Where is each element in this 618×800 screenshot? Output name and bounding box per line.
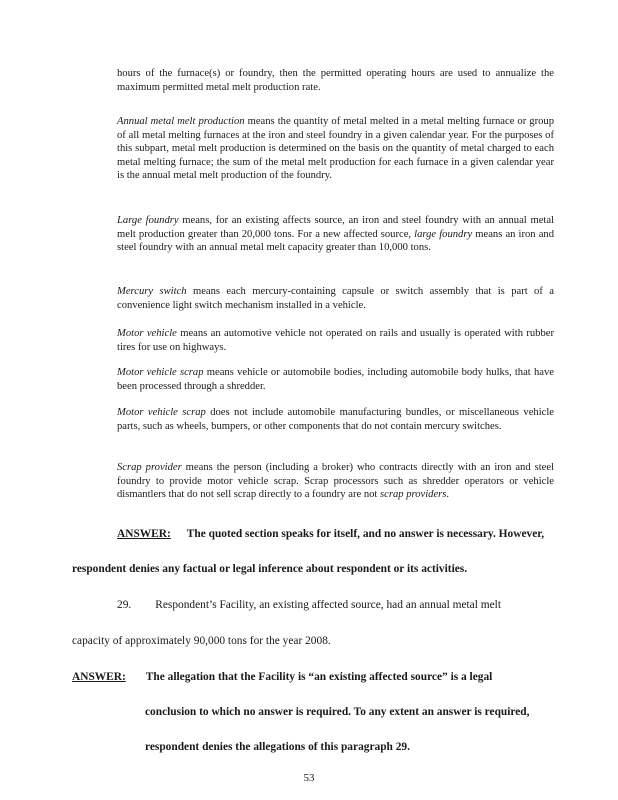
- page-number: 53: [303, 772, 315, 784]
- quoted-definition-continuation: hours of the furnace(s) or foundry, then the permitted operating hours are used to annualize the maximum permitted metal melt production rate.: [117, 68, 554, 93]
- quoted-definition-motor-vehicle-scrap-exclusion: Motor vehicle scrap does not include automobile manufacturing bundles, or miscellaneous vehicle parts, such as wheels, bumpers, or other components that do not contain mercury switches.: [117, 407, 554, 432]
- definition-term: Large foundry: [117, 215, 179, 226]
- definition-term: Motor vehicle scrap: [117, 367, 204, 378]
- answer-2-line-3: respondent denies the allegations of this paragraph 29.: [145, 741, 410, 753]
- definition-term: Annual metal melt production: [117, 116, 245, 127]
- definition-term: Motor vehicle scrap: [117, 407, 206, 418]
- answer-1-line-2: respondent denies any factual or legal inference about respondent or its activities.: [72, 563, 468, 575]
- answer-1-line-1: ANSWER: The quoted section speaks for itself, and no answer is necessary. However,: [117, 528, 545, 540]
- answer-2-line-1: ANSWER: The allegation that the Facility is “an existing affected source” is a legal: [72, 671, 493, 683]
- quoted-definition-motor-vehicle-scrap: Motor vehicle scrap means vehicle or automobile bodies, including automobile body hulks, that have been processed through a shredder.: [117, 367, 554, 392]
- quoted-definition-mercury-switch: Mercury switch means each mercury-containing capsule or switch assembly that is part of a convenience light switch mechanism installed in a vehicle.: [117, 286, 554, 311]
- quoted-definition-scrap-provider: Scrap provider means the person (including a broker) who contracts directly with an iron and steel foundry to provide motor vehicle scrap. Scrap processors such as shredder operators or vehicle dismantlers that do not sell scrap directly to a foundry are not scrap providers.: [117, 462, 554, 501]
- quoted-definition-large-foundry: Large foundry means, for an existing affects source, an iron and steel foundry with an annual metal melt production greater than 20,000 tons. For a new affected source, large foundry means an iron and steel foundry with an annual metal melt capacity greater than 10,000 tons.: [117, 215, 554, 254]
- answer-2-line-2: conclusion to which no answer is required. To any extent an answer is required,: [145, 706, 530, 718]
- answer-label: ANSWER:: [117, 528, 171, 540]
- definition-term: Mercury switch: [117, 286, 187, 297]
- paragraph-29-line-2: capacity of approximately 90,000 tons for the year 2008.: [72, 635, 331, 647]
- definition-term: Motor vehicle: [117, 328, 177, 339]
- definition-term: Scrap provider: [117, 462, 182, 473]
- paragraph-29-line-1: 29. Respondent’s Facility, an existing affected source, had an annual metal melt: [117, 599, 501, 611]
- quoted-definition-annual-metal-melt-production: Annual metal melt production means the quantity of metal melted in a metal melting furnace or group of all metal melting furnaces at the iron and steel foundry in a given calendar year. For the purposes of this subpart, metal melt production is determined on the basis on the quantity of metal charged to each metal melting furnace; the sum of the metal melt production for each furnace in a given calendar year is the annual metal melt production of the foundry.: [117, 116, 555, 182]
- answer-label: ANSWER:: [72, 671, 126, 683]
- paragraph-number: 29.: [117, 599, 132, 611]
- quoted-definition-motor-vehicle: Motor vehicle means an automotive vehicle not operated on rails and usually is operated with rubber tires for use on highways.: [117, 328, 555, 353]
